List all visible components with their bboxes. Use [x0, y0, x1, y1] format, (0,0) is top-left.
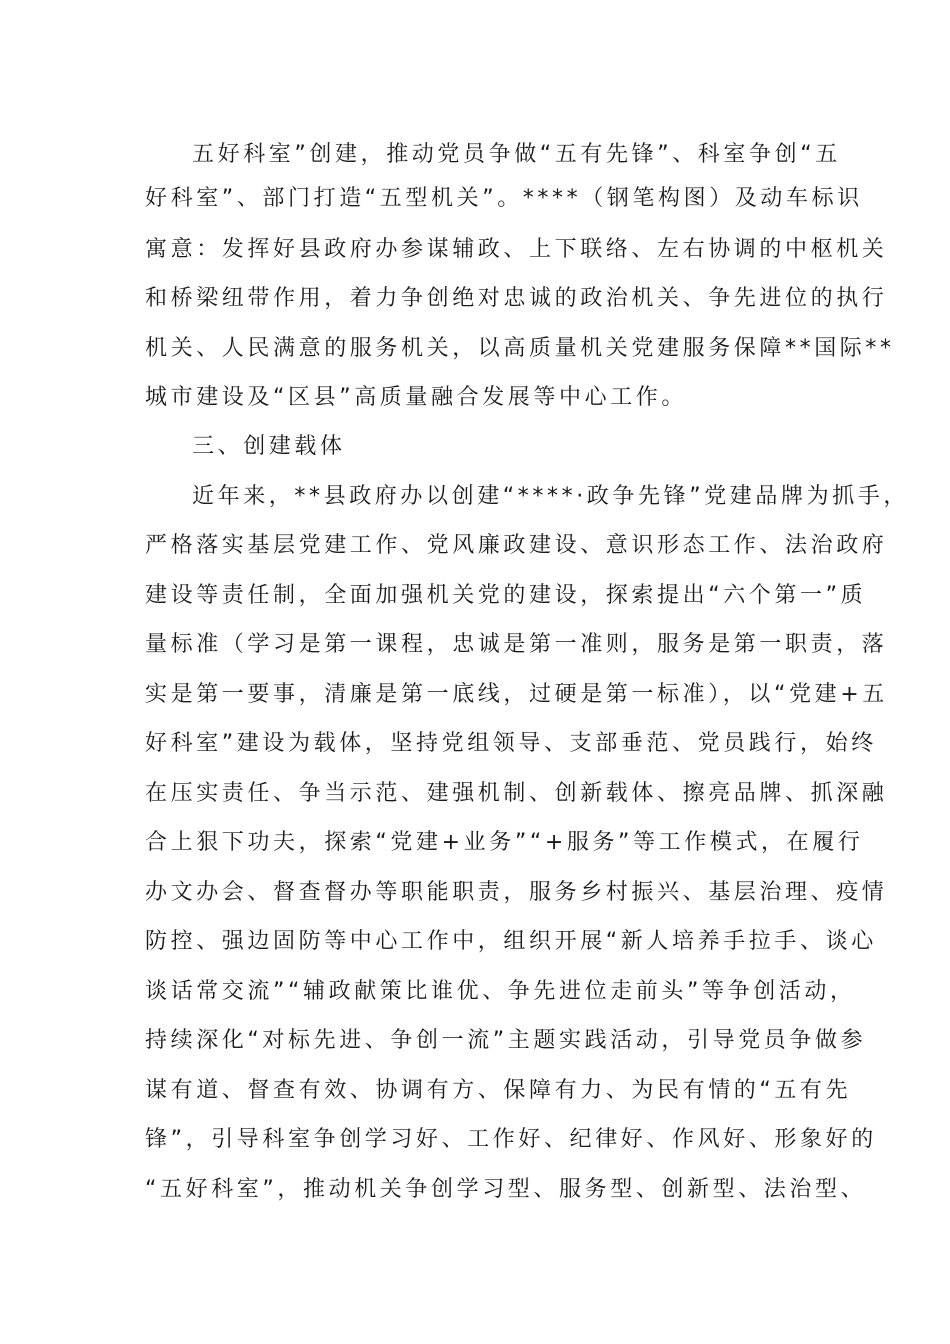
paragraph-line: 好科室”、部门打造“五型机关”。****（钢笔构图）及动车标识 — [145, 186, 863, 211]
paragraph-line: 建设等责任制，全面加强机关党的建设，探索提出“六个第一”质 — [145, 583, 867, 608]
paragraph-line: 量标准（学习是第一课程，忠诚是第一准则，服务是第一职责，落 — [145, 632, 888, 657]
paragraph-line: 办文办会、督查督办等职能职责，服务乡村振兴、基层治理、疫情 — [145, 880, 888, 905]
paragraph-line: 持续深化“对标先进、争创一流”主题实践活动，引导党员争做参 — [145, 1028, 867, 1053]
paragraph-line: 在压实责任、争当示范、建强机制、创新载体、擦亮品牌、抓深融 — [145, 781, 888, 806]
section-heading: 三、创建载体 — [192, 434, 346, 459]
paragraph-line: 近年来，**县政府办以创建“****·政争先锋”党建品牌为抓手， — [192, 484, 909, 509]
paragraph-line: 好科室”建设为载体，坚持党组领导、支部垂范、党员践行，始终 — [145, 731, 877, 756]
paragraph-line: 谈话常交流”“辅政献策比谁优、争先进位走前头”等争创活动， — [145, 979, 856, 1004]
paragraph-line: 防控、强边固防等中心工作中，组织开展“新人培养手拉手、谈心 — [145, 929, 877, 954]
paragraph-line: 城市建设及“区县”高质量融合发展等中心工作。 — [145, 385, 687, 410]
paragraph-line: “五好科室”，推动机关争创学习型、服务型、创新型、法治型、 — [145, 1177, 867, 1202]
paragraph-line: 五好科室”创建，推动党员争做“五有先锋”、科室争创“五 — [192, 142, 841, 167]
paragraph-line: 实是第一要事，清廉是第一底线，过硬是第一标准），以“党建+五 — [145, 682, 888, 707]
paragraph-line: 严格落实基层党建工作、党风廉政建设、意识形态工作、法治政府 — [145, 533, 888, 558]
paragraph-line: 合上狠下功夫，探索“党建+业务”“+服务”等工作模式，在履行 — [145, 830, 864, 855]
paragraph-line: 机关、人民满意的服务机关，以高质量机关党建服务保障**国际** — [145, 336, 895, 361]
paragraph-line: 锋”，引导科室争创学习好、工作好、纪律好、作风好、形象好的 — [145, 1127, 877, 1152]
paragraph-line: 谋有道、督查有效、协调有方、保障有力、为民有情的“五有先 — [145, 1078, 852, 1103]
paragraph-line: 和桥梁纽带作用，着力争创绝对忠诚的政治机关、争先进位的执行 — [145, 286, 888, 311]
paragraph-line: 寓意：发挥好县政府办参谋辅政、上下联络、左右协调的中枢机关 — [145, 237, 888, 262]
